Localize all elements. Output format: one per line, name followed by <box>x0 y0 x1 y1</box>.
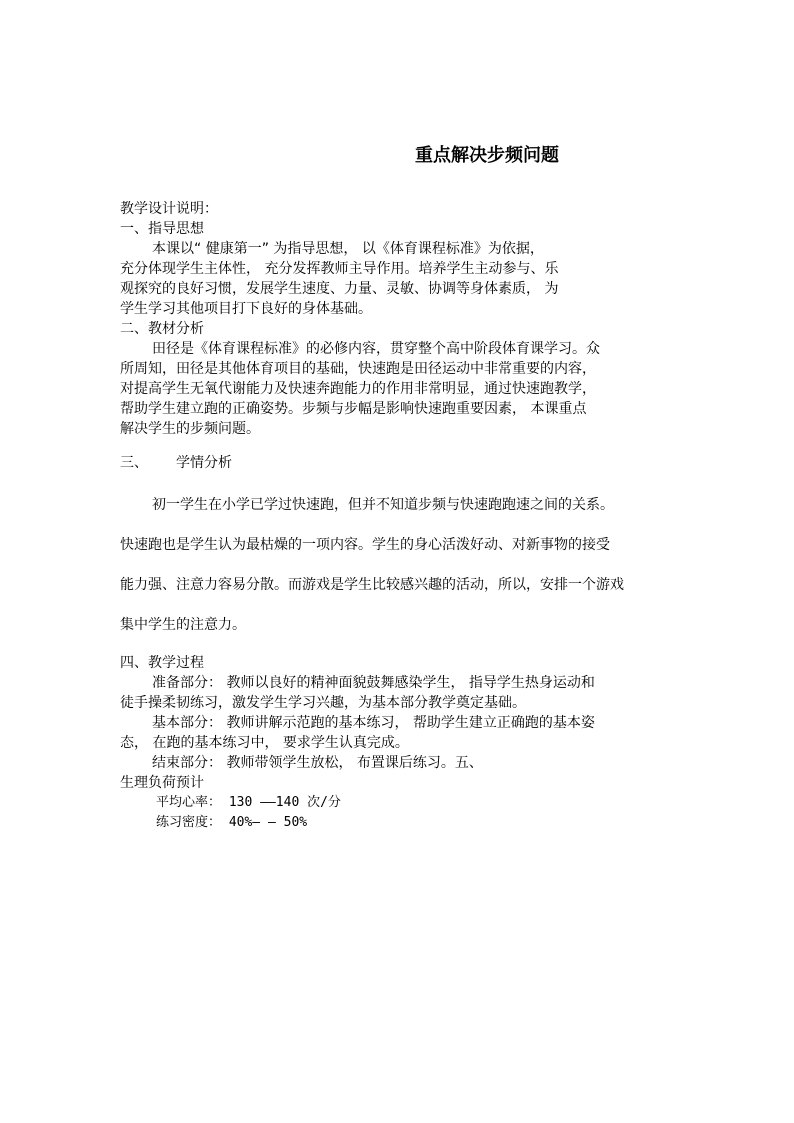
paragraph-line: 准备部分： 教师以良好的精神面貌鼓舞感染学生， 指导学生热身运动和 <box>152 675 595 691</box>
section-heading-text: 学情分析 <box>176 455 232 471</box>
paragraph-line: 态， 在跑的基本练习中， 要求学生认真完成。 <box>120 735 409 751</box>
metric-exercise-density: 练习密度： 40%— — 50% <box>156 815 308 830</box>
paragraph-line: 徒手操柔韧练习，激发学生学习兴趣，为基本部分教学奠定基础。 <box>120 695 526 711</box>
paragraph-line: 观探究的良好习惯，发展学生速度、力量、灵敏、协调等身体素质， 为 <box>120 281 559 297</box>
paragraph-line: 解决学生的步频问题。 <box>120 421 260 437</box>
paragraph-line: 生理负荷预计 <box>120 775 204 791</box>
paragraph-line: 基本部分： 教师讲解示范跑的基本练习， 帮助学生建立正确跑的基本姿 <box>152 715 595 731</box>
section-number: 三、 <box>120 455 148 471</box>
paragraph-line: 初一学生在小学已学过快速跑，但并不知道步频与快速跑跑速之间的关系。 <box>152 497 614 513</box>
section-heading-student-analysis <box>120 453 680 473</box>
paragraph-line: 结束部分： 教师带领学生放松， 布置课后练习。五、 <box>152 755 483 771</box>
intro-label: 教学设计说明： <box>120 201 218 217</box>
document-body <box>120 199 680 833</box>
section-heading-material-analysis: 二、教材分析 <box>120 321 204 337</box>
section-heading-guiding-ideology: 一、指导思想 <box>120 221 204 237</box>
paragraph-line: 能力强、注意力容易分散。而游戏是学生比较感兴趣的活动，所以，安排一个游戏 <box>120 577 624 593</box>
section-heading-teaching-process: 四、教学过程 <box>120 655 204 671</box>
paragraph-line: 对提高学生无氧代谢能力及快速奔跑能力的作用非常明显，通过快速跑教学， <box>120 381 596 397</box>
paragraph-line: 所周知，田径是其他体育项目的基础，快速跑是田径运动中非常重要的内容， <box>120 361 596 377</box>
paragraph-line: 学生学习其他项目打下良好的身体基础。 <box>120 301 372 317</box>
paragraph-line: 本课以“ 健康第一” 为指导思想， 以《体育课程标准》为依据， <box>152 241 544 257</box>
document-title: 重点解决步频问题 <box>415 145 559 166</box>
paragraph-line: 快速跑也是学生认为最枯燥的一项内容。学生的身心活泼好动、对新事物的接受 <box>120 537 610 553</box>
paragraph-line: 充分体现学生主体性， 充分发挥教师主导作用。培养学生主动参与、乐 <box>120 261 559 277</box>
paragraph-line: 帮助学生建立跑的正确姿势。步频与步幅是影响快速跑重要因素， 本课重点 <box>120 401 587 417</box>
paragraph-line: 集中学生的注意力。 <box>120 617 246 633</box>
paragraph-line: 田径是《体育课程标准》的必修内容，贯穿整个高中阶段体育课学习。众 <box>152 341 600 357</box>
metric-heart-rate: 平均心率： 130 ——140 次/分 <box>156 795 341 810</box>
